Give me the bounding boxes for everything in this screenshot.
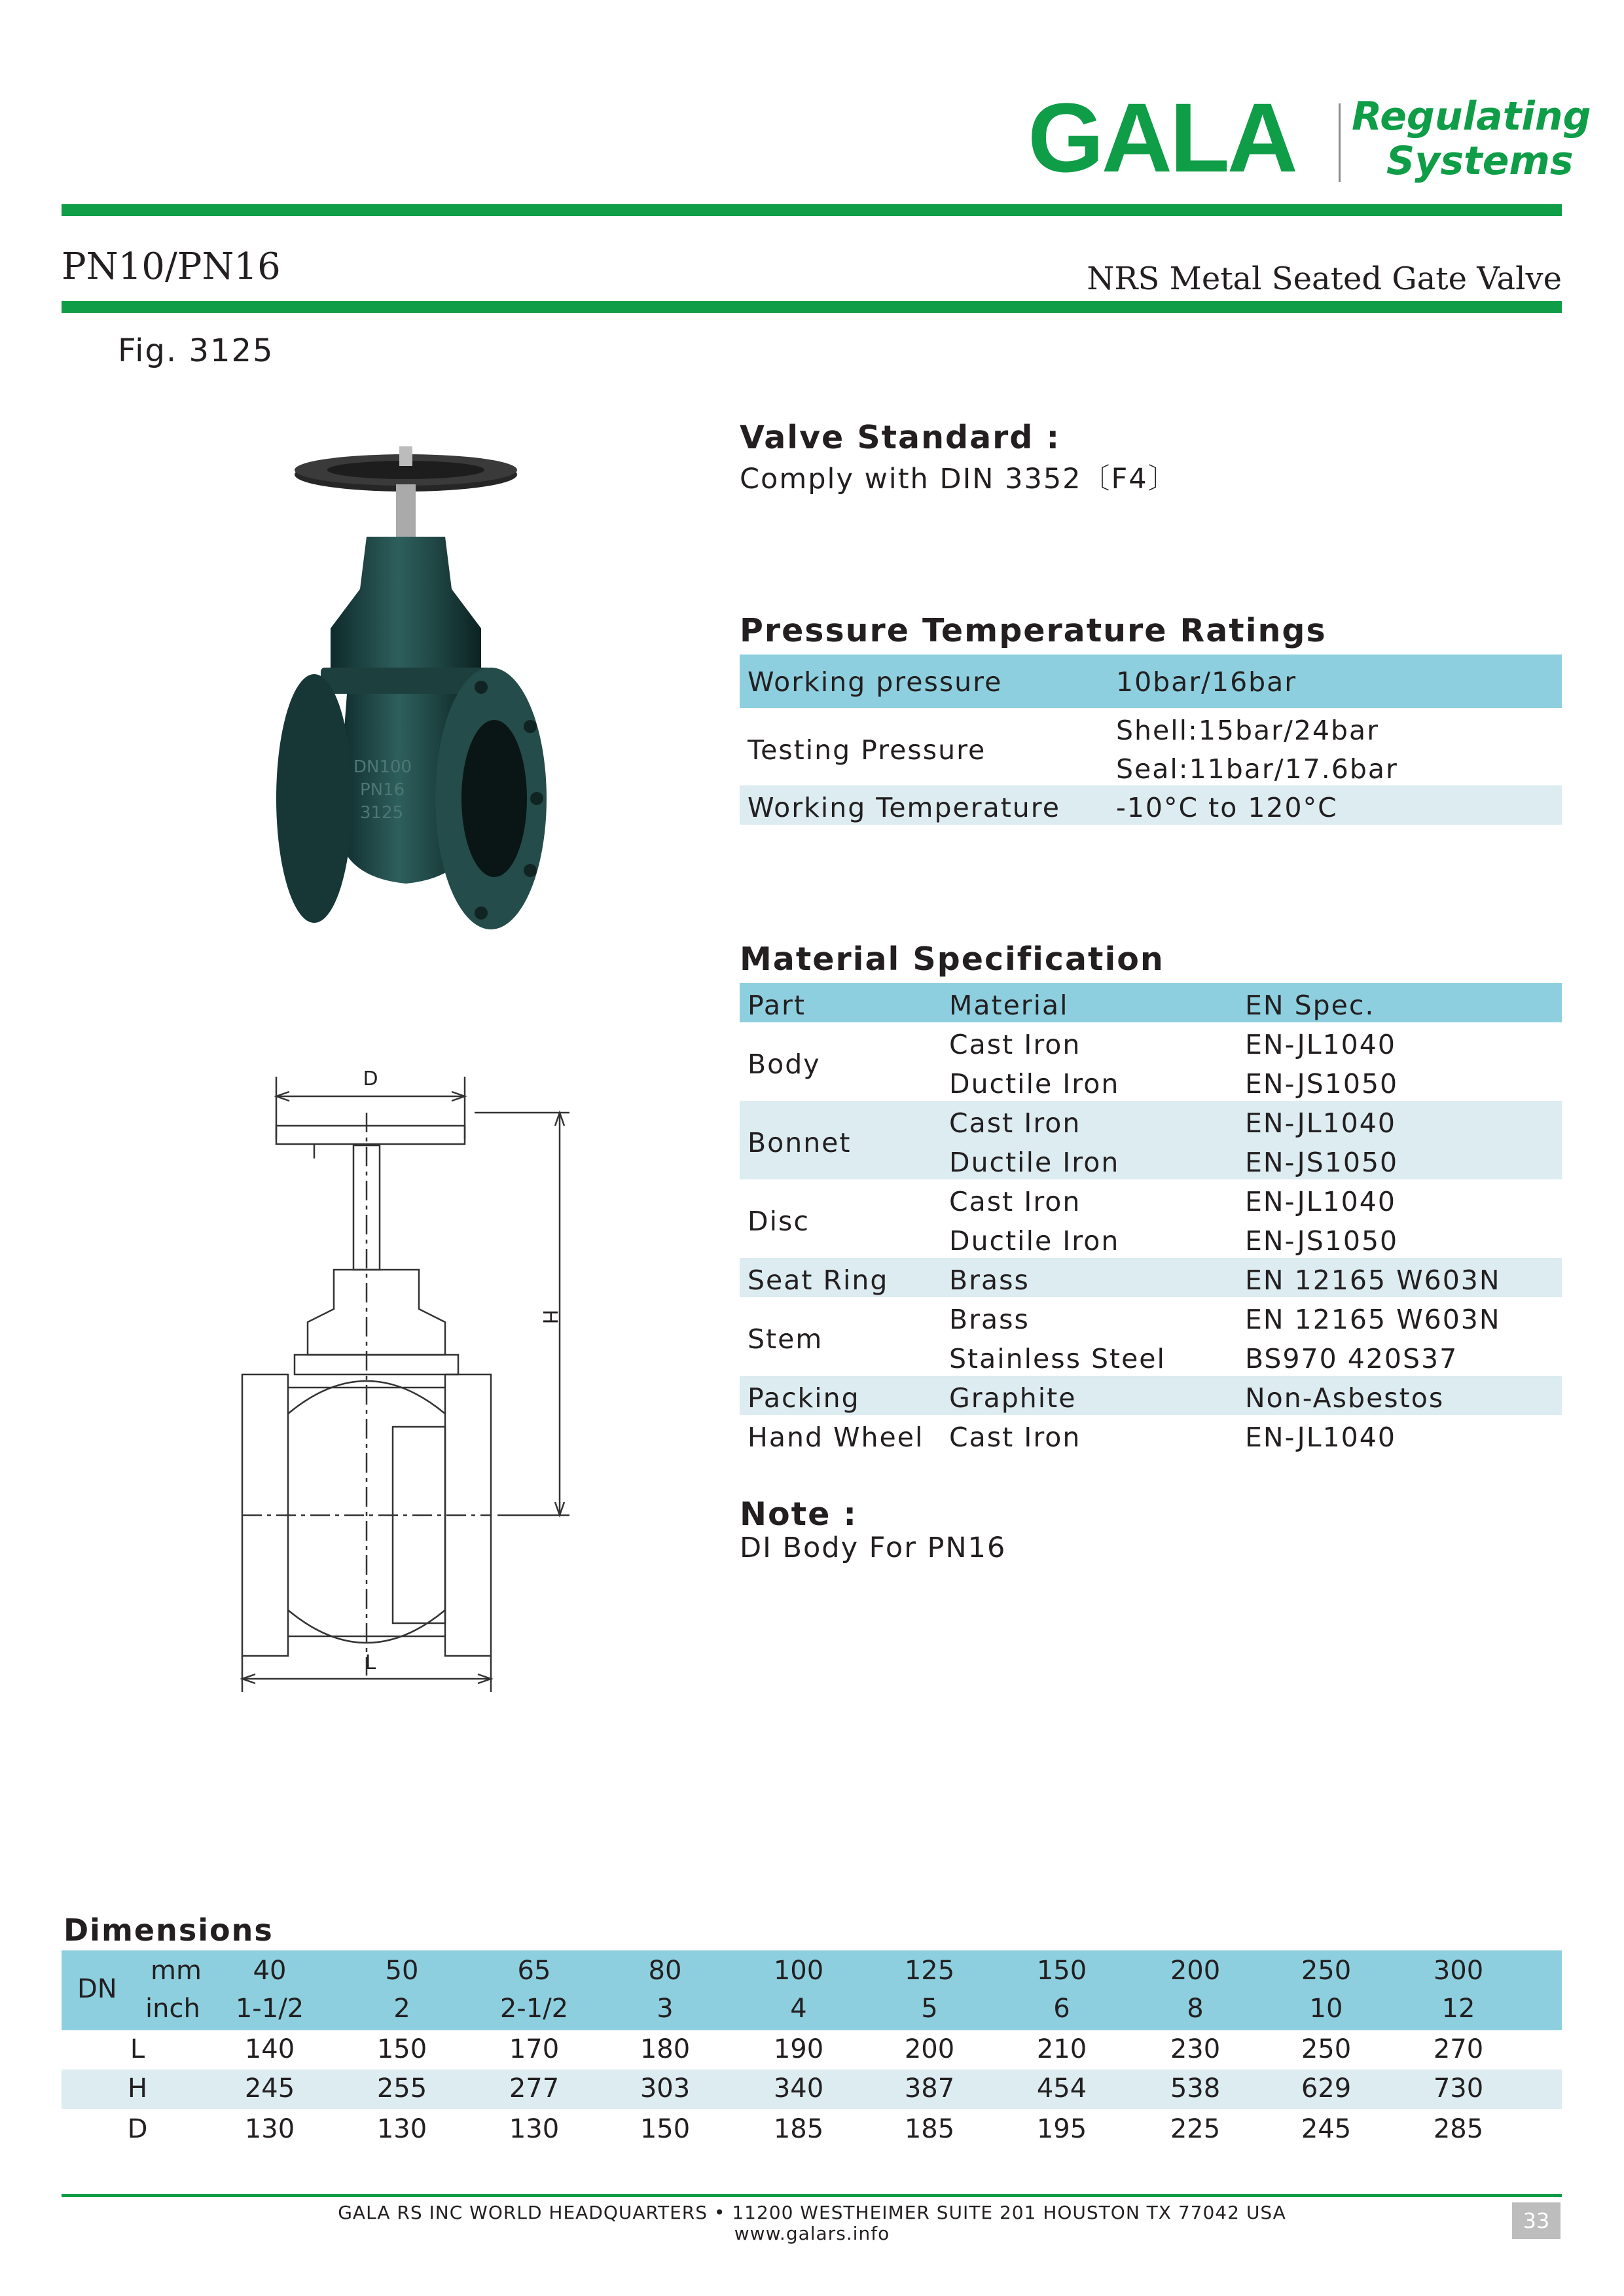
dn-inch-value: 12 [1441,1994,1475,2024]
rating-value: Seal:11bar/17.6bar [1116,753,1398,785]
ratings-heading: Pressure Temperature Ratings [740,612,1327,649]
dn-label: DN [77,1974,117,2004]
en-spec: EN 12165 W603N [1245,1265,1501,1296]
en-spec: BS970 420S37 [1245,1343,1458,1374]
material-name: Brass [949,1265,1030,1296]
dimension-value: 185 [773,2114,824,2144]
dn-inch-value: 8 [1187,1994,1204,2024]
dimension-value: 285 [1433,2114,1484,2144]
dn-inch-value: 10 [1309,1994,1343,2024]
table-row [740,1101,1562,1179]
part-name: Hand Wheel [748,1422,924,1453]
dimension-row-label: H [127,2073,148,2104]
part-name: Seat Ring [748,1265,889,1296]
dn-mm-value: 50 [385,1956,419,1986]
dimension-row-label: D [127,2114,148,2144]
material-name: Ductile Iron [949,1068,1120,1100]
en-spec: EN-JL1040 [1245,1422,1396,1453]
brand-tagline-2: Systems [1386,138,1574,184]
dim-label-d: D [363,1067,378,1090]
dn-inch-value: 4 [790,1994,807,2024]
dimension-value: 250 [1301,2034,1352,2064]
dimension-value: 190 [773,2034,824,2064]
footer-website[interactable]: www.galars.info [734,2223,890,2244]
footer-address: GALA RS INC WORLD HEADQUARTERS • 11200 WESTHEIMER SUITE 201 HOUSTON TX 77042 USA [338,2202,1286,2223]
dn-mm-value: 250 [1301,1956,1352,1986]
en-spec: EN-JS1050 [1245,1225,1399,1257]
dn-inch-value: 6 [1053,1994,1070,2024]
inch-label: inch [145,1994,200,2024]
part-name: Stem [748,1323,823,1355]
en-spec: EN-JL1040 [1245,1029,1396,1060]
valve-standard-text: Comply with DIN 3352〔F4〕 [740,463,1178,495]
dn-mm-value: 200 [1170,1956,1221,1986]
rating-value: -10°C to 120°C [1116,792,1338,823]
material-name: Cast Iron [949,1186,1081,1217]
en-spec: EN-JS1050 [1245,1068,1399,1100]
column-header-part: Part [748,990,806,1021]
rating-label: Working pressure [748,666,1003,698]
en-spec: EN-JL1040 [1245,1186,1396,1217]
dimension-value: 255 [376,2073,427,2104]
note-heading: Note : [740,1496,857,1533]
dn-mm-value: 80 [648,1956,682,1986]
mm-label: mm [151,1956,202,1986]
column-header-material: Material [949,990,1069,1021]
dimension-value: 140 [244,2034,295,2064]
dimension-value: 130 [509,2114,560,2144]
dimension-value: 270 [1433,2034,1484,2064]
pressure-class: PN10/PN16 [62,245,281,288]
note-text: DI Body For PN16 [740,1532,1007,1564]
dn-inch-value: 3 [657,1994,674,2024]
rating-label: Testing Pressure [748,734,986,766]
dimension-value: 200 [904,2034,955,2064]
svg-text:3125: 3125 [360,803,404,823]
dimension-value: 150 [640,2114,691,2144]
dn-inch-value: 2 [393,1994,410,2024]
dn-mm-value: 125 [904,1956,955,1986]
valve-photo [255,432,563,995]
dimension-value: 245 [1301,2114,1352,2144]
dn-inch-value: 5 [921,1994,938,2024]
dimension-value: 180 [640,2034,691,2064]
dimension-value: 277 [509,2073,560,2104]
dim-label-h: H [538,1309,561,1325]
material-name: Stainless Steel [949,1343,1166,1374]
dimension-value: 230 [1170,2034,1221,2064]
svg-text:PN16: PN16 [360,780,405,800]
dimensions-heading: Dimensions [63,1912,274,1948]
rating-value: 10bar/16bar [1116,666,1297,698]
material-name: Cast Iron [949,1422,1081,1453]
figure-number: Fig. 3125 [118,332,274,369]
svg-text:DN100: DN100 [353,757,412,777]
page-title: NRS Metal Seated Gate Valve [1087,260,1562,297]
dimension-drawing [229,1047,596,1695]
header-rule-top [62,204,1562,216]
rating-value: Shell:15bar/24bar [1116,715,1379,746]
valve-standard-heading: Valve Standard : [740,419,1061,456]
dn-inch-value: 2-1/2 [499,1994,569,2024]
page-number: 33 [1512,2202,1561,2239]
footer-rule [62,2194,1562,2197]
dn-mm-value: 300 [1433,1956,1484,1986]
column-header-en-spec: EN Spec. [1245,990,1375,1021]
en-spec: Non-Asbestos [1245,1382,1445,1414]
part-name: Body [748,1049,821,1080]
material-name: Graphite [949,1382,1077,1414]
dimension-value: 130 [376,2114,427,2144]
material-name: Ductile Iron [949,1225,1120,1257]
dimension-value: 454 [1036,2073,1087,2104]
dimension-value: 195 [1036,2114,1087,2144]
dimension-value: 130 [244,2114,295,2144]
part-name: Packing [748,1382,860,1414]
part-name: Bonnet [748,1127,852,1158]
dimension-value: 340 [773,2073,824,2104]
en-spec: EN-JS1050 [1245,1147,1399,1178]
dimension-value: 629 [1301,2073,1352,2104]
dimension-value: 170 [509,2034,560,2064]
dimension-value: 150 [376,2034,427,2064]
material-name: Cast Iron [949,1029,1081,1060]
rating-label: Working Temperature [748,792,1060,823]
dn-inch-value: 1-1/2 [235,1994,304,2024]
dimension-value: 387 [904,2073,955,2104]
dimension-value: 185 [904,2114,955,2144]
dimension-value: 210 [1036,2034,1087,2064]
en-spec: EN-JL1040 [1245,1107,1396,1139]
materials-heading: Material Specification [740,941,1164,978]
material-name: Cast Iron [949,1107,1081,1139]
dimension-value: 245 [244,2073,295,2104]
dn-mm-value: 150 [1036,1956,1087,1986]
dim-label-l: L [365,1651,376,1674]
dimension-value: 538 [1170,2073,1221,2104]
material-name: Brass [949,1304,1030,1335]
dn-mm-value: 65 [517,1956,551,1986]
part-name: Disc [748,1206,810,1237]
en-spec: EN 12165 W603N [1245,1304,1501,1335]
brand-tagline-1: Regulating [1352,94,1591,139]
dn-mm-value: 40 [253,1956,287,1986]
material-name: Ductile Iron [949,1147,1120,1178]
brand-logo: GALA [1028,82,1295,192]
header-rule-bottom [62,301,1562,313]
dimension-value: 303 [640,2073,691,2104]
logo-divider [1339,103,1341,182]
dimension-value: 225 [1170,2114,1221,2144]
table-header [740,983,1562,1022]
dimension-row-label: L [130,2034,145,2064]
dimension-value: 730 [1433,2073,1484,2104]
dn-mm-value: 100 [773,1956,824,1986]
